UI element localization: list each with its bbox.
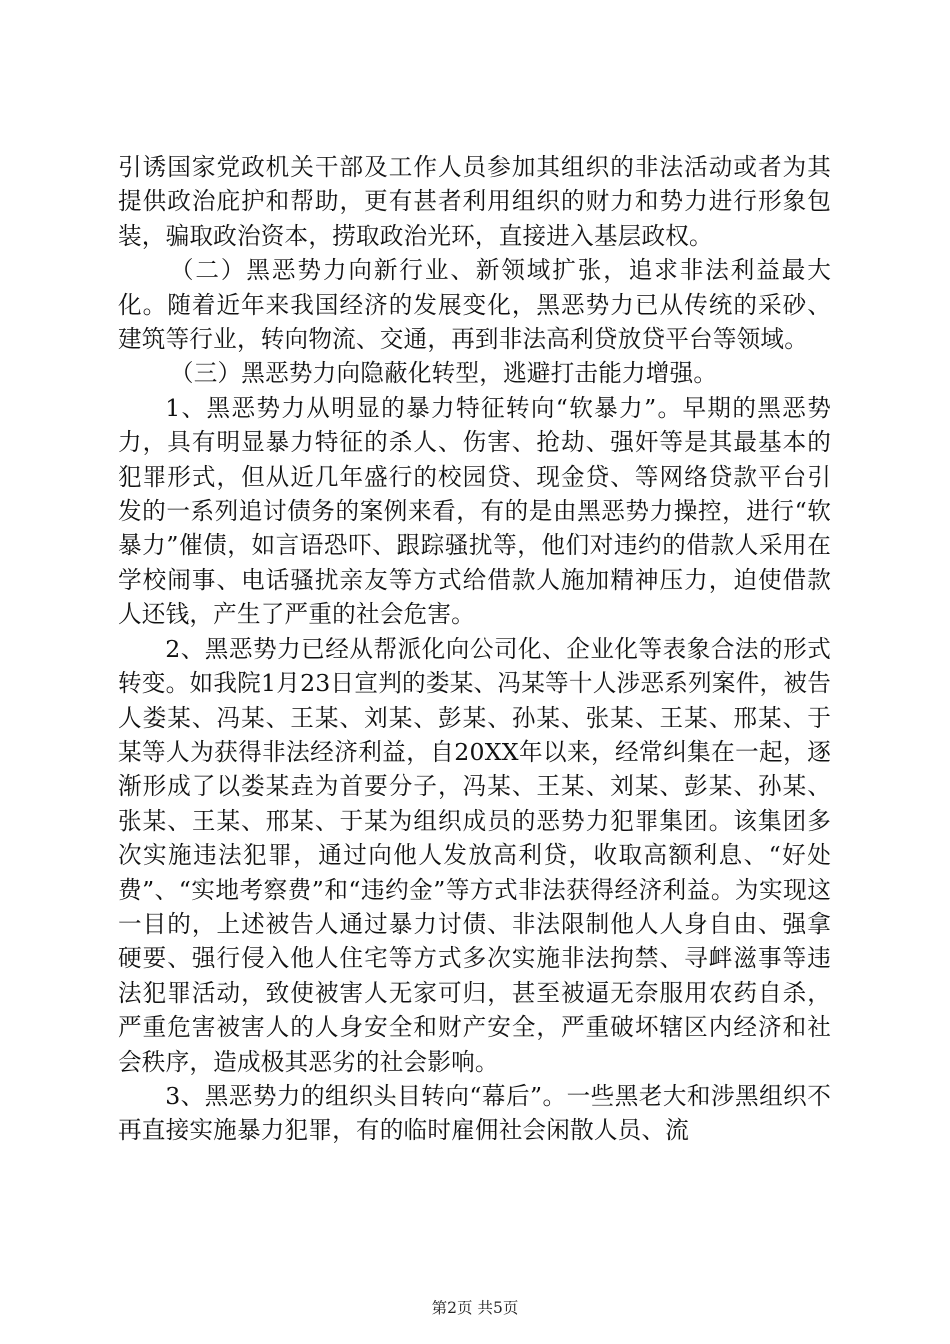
- document-body: [118, 150, 831, 1148]
- page-number-footer: 第2页 共5页: [431, 1299, 519, 1317]
- paragraph-item-3: 3、黑恶势力的组织头目转向“幕后”。一些黑老大和涉黑组织不再直接实施暴力犯罪，有的临时雇佣社会闲散人员、流: [118, 1081, 831, 1145]
- paragraph-section-three: （三）黑恶势力向隐蔽化转型，逃避打击能力增强。: [169, 359, 718, 388]
- paragraph-item-1: 1、黑恶势力从明显的暴力特征转向“软暴力”。早期的黑恶势力，具有明显暴力特征的杀人、伤害、抢劫、强奸等是其最基本的犯罪形式，但从近几年盛行的校园贷、现金贷、等网络贷款平台引发的一系列追讨债务的案例来看，有的是由黑恶势力操控，进行“软暴力”催债，如言语恐吓、跟踪骚扰等，他们对违约的借款人采用在学校闹事、电话骚扰亲友等方式给借款人施加精神压力，迫使借款人还钱，产生了严重的社会危害。: [118, 393, 831, 629]
- paragraph-item-2: 2、黑恶势力已经从帮派化向公司化、企业化等表象合法的形式转变。如我院1月23日宣判的娄某、冯某等十人涉恶系列案件，被告人娄某、冯某、王某、刘某、彭某、孙某、张某、王某、邢某、于某等人为获得非法经济利益，自20XX年以来，经常纠集在一起，逐渐形成了以娄某垚为首要分子，冯某、王某、刘某、彭某、孙某、张某、王某、邢某、于某为组织成员的恶势力犯罪集团。该集团多次实施违法犯罪，通过向他人发放高利贷，收取高额利息、“好处费”、“实地考察费”和“违约金”等方式非法获得经济利益。为实现这一目的，上述被告人通过暴力讨债、非法限制他人人身自由、强拿硬要、强行侵入他人住宅等方式多次实施非法拘禁、寻衅滋事等违法犯罪活动，致使被害人无家可归，甚至被逼无奈服用农药自杀，严重危害被害人的人身安全和财产安全，严重破坏辖区内经济和社会秩序，造成极其恶劣的社会影响。: [118, 634, 831, 1076]
- paragraph-continuation: 引诱国家党政机关干部及工作人员参加其组织的非法活动或者为其提供政治庇护和帮助，更有甚者利用组织的财力和势力进行形象包装，骗取政治资本，捞取政治光环，直接进入基层政权。: [118, 153, 831, 250]
- paragraph-section-two: （二）黑恶势力向新行业、新领域扩张，追求非法利益最大化。随着近年来我国经济的发展变化，黑恶势力已从传统的采砂、建筑等行业，转向物流、交通，再到非法高利贷放贷平台等领域。: [118, 256, 831, 354]
